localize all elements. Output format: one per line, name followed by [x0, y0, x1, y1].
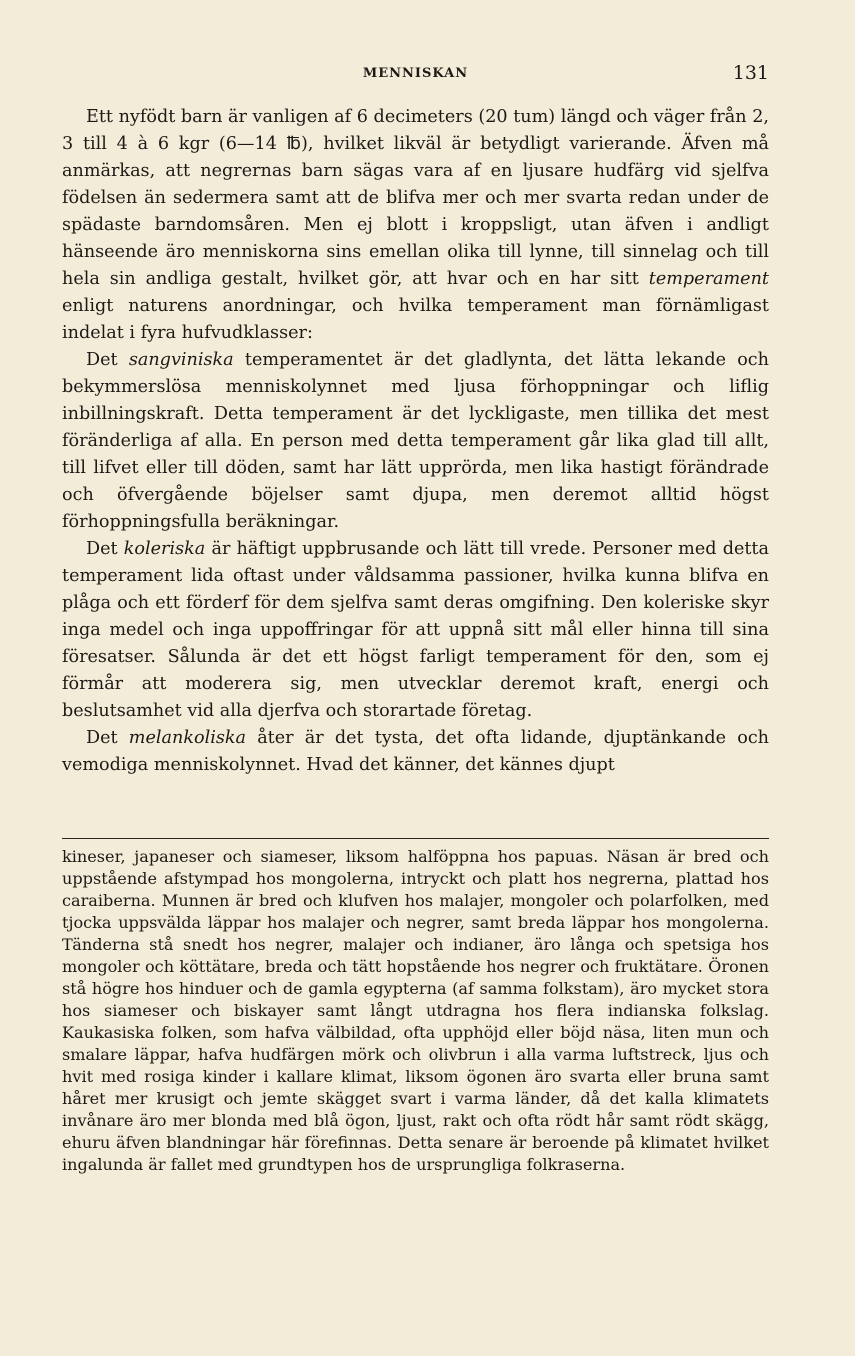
- footnote-text: kineser, japaneser och siameser, liksom halföppna hos papuas. Näsan är bred och uppstående afstympad hos mongolerna, intryckt och platt hos negrerna, plattad hos caraiberna. Munnen är bred och klufven hos malajer, mongoler och polarfolken, med tjocka uppsvälda läppar hos malajer och negrer, samt breda läppar hos mongolerna. Tänderna stå snedt hos negrer, malajer och indianer, äro långa och spetsiga hos mongoler och köttätare, breda och tätt hopstående hos negrer och fruktätare. Öronen stå högre hos hinduer och de gamla egypterna (af samma folkstam), äro mycket stora hos siameser och biskayer samt långt utdragna hos flera indianska folkslag. Kaukasiska folken, som hafva välbildad, ofta upphöjd eller böjd näsa, liten mun och smalare läppar, hafva hudfärgen mörk och olivbrun i alla varma luftstreck, ljus och hvit med rosiga kinder i kallare klimat, liksom ögonen äro svarta eller bruna samt håret mer krusigt och jemte skägget svart i varma länder, då det kalla klimatets invånare äro mer blonda med blå ögon, ljust, rakt och ofta rödt hår samt rödt skägg, ehuru äfven blandningar här förefinnas. Detta senare är beroende på klimatet hvilket ingalunda är fallet med grundtypen hos de ursprungliga folkraserna.: [62, 847, 769, 1174]
- text-segment: Det: [86, 350, 129, 370]
- text-segment: Det: [86, 728, 129, 748]
- italic-term-sangviniska: sangviniska: [128, 350, 234, 370]
- text-segment: temperamentet är det gladlynta, det lätta lekande och bekymmerslösa menniskolynnet med ljusa förhoppningar och liflig inbillningskraft. Detta temperament är det lyckligaste, men tillika det mest föränderliga af alla. En person med detta temperament går lika glad till allt, till lifvet eller till döden, samt har lätt upprörda, men lika hastigt förändrade och öfvergående böjelser samt djupa, men deremot alltid högst förhoppningsfulla beräkningar.: [62, 350, 769, 532]
- italic-term-melankoliska: melankoliska: [128, 728, 247, 748]
- paragraph-melankoliska: [62, 725, 769, 779]
- paragraph-sangviniska: [62, 347, 769, 536]
- running-title: MENNISKAN: [362, 66, 469, 81]
- text-segment: enligt naturens anordningar, och hvilka temperament man förnämligast indelat i fyra hufvudklasser:: [62, 296, 769, 343]
- text-segment: Det: [86, 539, 124, 559]
- paragraph-koleriska: [62, 536, 769, 725]
- italic-term-temperament: temperament: [648, 269, 769, 289]
- footnote: [62, 846, 769, 1176]
- text-segment: åter är det tysta, det ofta lidande, djuptänkande och vemodiga menniskolynnet. Hvad det känner, det kännes djupt: [62, 728, 769, 775]
- page-number: 131: [732, 62, 769, 84]
- footnote-divider: [62, 838, 769, 839]
- main-text: [62, 104, 769, 779]
- text-segment: Ett nyfödt barn är vanligen af 6 decimeters (20 tum) längd och väger från 2, 3 till 4 à 6 kgr (6—14 ℔), hvilket likväl är betydligt varierande. Äfven må anmärkas, att negrernas barn sägas vara af en ljusare hudfärg vid sjelfva födelsen än sedermera samt att de blifva mer och mer svarta redan under de spädaste barndomsåren. Men ej blott i kroppsligt, utan äfven i andligt hänseende äro menniskorna sins emellan olika till lynne, till sinnelag och till hela sin andliga gestalt, hvilket gör, att hvar och en har sitt: [62, 107, 769, 289]
- paragraph-intro: [62, 104, 769, 347]
- text-segment: är häftigt uppbrusande och lätt till vrede. Personer med detta temperament lida oftast under våldsamma passioner, hvilka kunna blifva en plåga och ett förderf för dem sjelfva samt deras omgifning. Den koleriske skyr inga medel och inga uppoffringar för att uppnå sitt mål eller hinna till sina föresatser. Sålunda är det ett högst farligt temperament för den, som ej förmår att moderera sig, men utvecklar deremot kraft, energi och beslutsamhet vid alla djerfva och storartade företag.: [62, 539, 769, 721]
- italic-term-koleriska: koleriska: [123, 539, 206, 559]
- page-header: [62, 62, 769, 88]
